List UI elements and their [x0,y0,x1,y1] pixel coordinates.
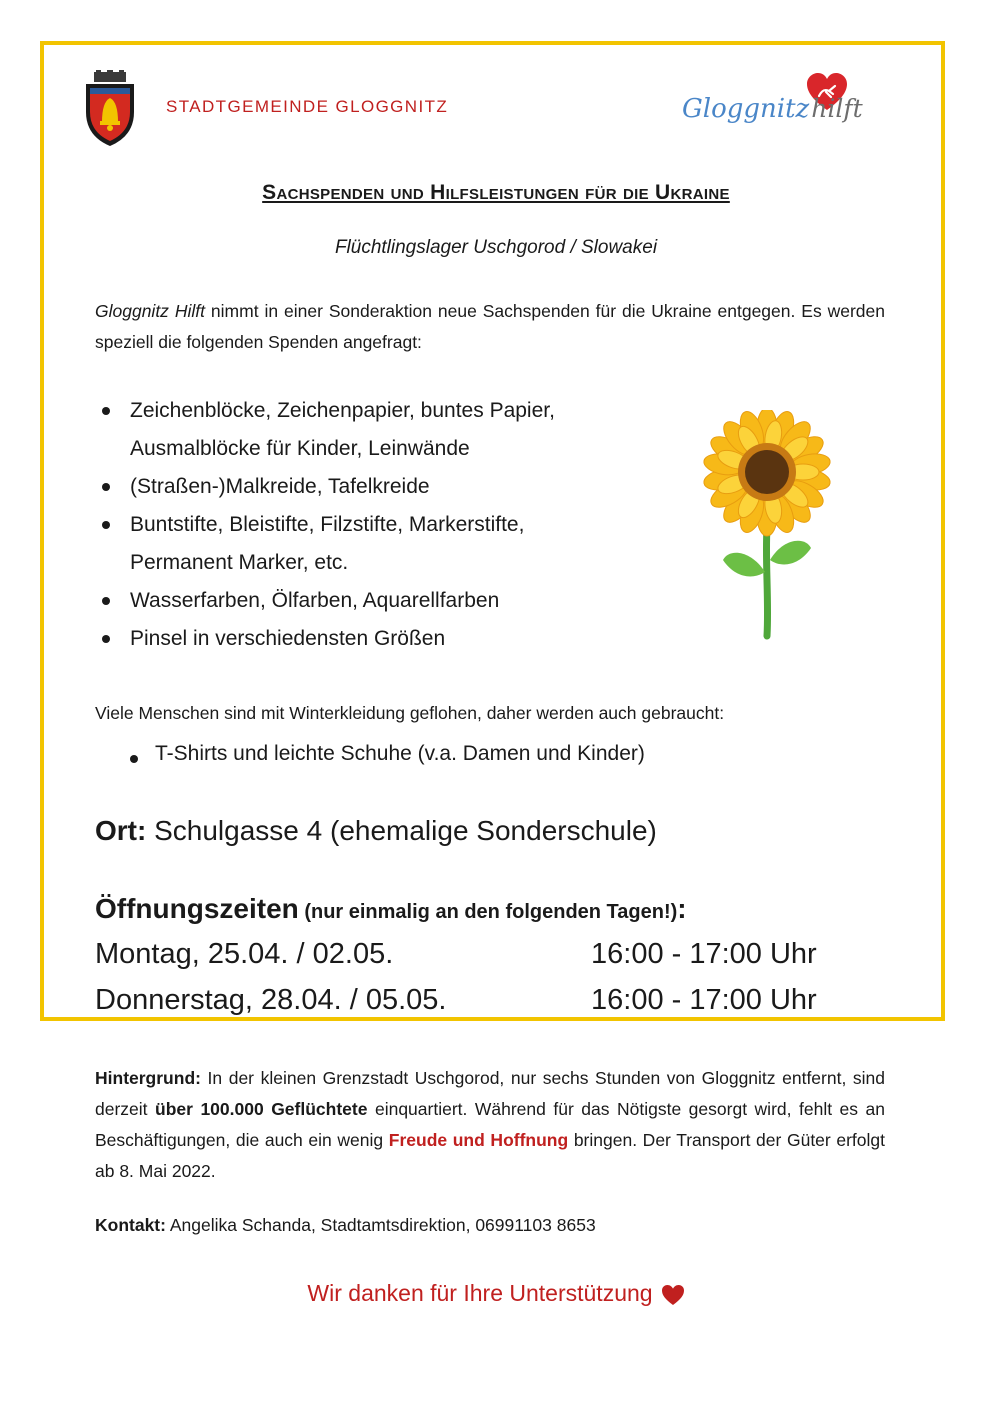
list-item-text: (Straßen-)Malkreide, Tafelkreide [130,475,430,498]
contact [95,1215,596,1236]
background-paragraph [95,1063,885,1187]
hours-time: 16:00 - 17:00 Uhr [591,984,817,1016]
list-item-text: Pinsel in verschiedensten Größen [130,627,446,650]
list-item-text: Ausmalblöcke für Kinder, Leinwände [130,437,470,460]
list-item [95,468,695,506]
brand-word-gloggnitz: Gloggnitz [682,94,810,124]
thanks-message [0,1280,992,1307]
opening-hours-heading [95,893,687,925]
intro-text: nimmt in einer Sonderaktion neue Sachspenden für die Ukraine entgegen. Es werden speziell die folgenden Spenden angefragt: [95,301,886,352]
list-item [95,392,695,468]
hours-note: (nur einmalig an den folgenden Tagen!) [298,901,678,923]
org-name: STADTGEMEINDE GLOGGNITZ [166,97,449,116]
background-text: bringen. Der Transport der Güter erfolgt ab 8. Mai 2022. [95,1130,886,1181]
thanks-text: Wir danken für Ihre Unterstützung [307,1280,653,1306]
brand-wordmark [682,94,863,124]
list-item [95,582,695,620]
contact-label: Kontakt: [95,1215,166,1235]
location-label: Ort: [95,815,147,846]
gloggnitz-hilft-logo [682,72,907,152]
contact-value: Angelika Schanda, Stadtamtsdirektion, 06991103 8653 [165,1215,596,1235]
hours-time: 16:00 - 17:00 Uhr [591,938,817,970]
heart-icon [661,1284,685,1306]
list-item [95,620,695,658]
background-label: Hintergrund: [95,1068,201,1088]
hours-colon: : [677,893,687,924]
background-text: In der kleinen Grenzstadt Uschgorod, nur sechs Stunden von Gloggnitz entfernt, sind derzeit [95,1068,885,1119]
brand-word-hilft: hilft [811,94,863,123]
list-item [95,506,695,582]
coat-of-arms-icon [80,70,140,148]
page-title: Sachspenden und Hilfsleistungen für die Ukraine [262,181,730,204]
list-item-text: Zeichenblöcke, Zeichenpapier, buntes Papier, [130,399,555,422]
background-emphasis: über 100.000 Geflüchtete [155,1099,368,1119]
list-item-text: Permanent Marker, etc. [130,551,349,574]
winter-intro: Viele Menschen sind mit Winterkleidung geflohen, daher werden auch gebraucht: [95,703,725,723]
subtitle: Flüchtlingslager Uschgorod / Slowakei [334,237,658,258]
location-value: Schulgasse 4 (ehemalige Sonderschule) [146,815,657,846]
winter-list [125,742,645,766]
intro-brand: Gloggnitz Hilft [95,301,205,321]
sunflower-icon [695,410,840,642]
hours-days: Donnerstag, 28.04. / 05.05. [95,984,447,1016]
donation-list [95,392,695,658]
list-item: T-Shirts und leichte Schuhe (v.a. Damen und Kinder) [125,742,645,766]
list-item-text: Wasserfarben, Ölfarben, Aquarellfarben [130,589,500,612]
list-item-text: Buntstifte, Bleistifte, Filzstifte, Markerstifte, [130,513,525,536]
background-highlight: Freude und Hoffnung [388,1130,569,1150]
intro-paragraph [95,296,885,358]
background-text: einquartiert. Während für das Nötigste gesorgt wird, fehlt es an Beschäftigungen, die auch ein wenig [95,1099,886,1150]
hours-days: Montag, 25.04. / 02.05. [95,938,394,970]
hours-heading-text: Öffnungszeiten [95,893,299,924]
location [95,815,657,847]
